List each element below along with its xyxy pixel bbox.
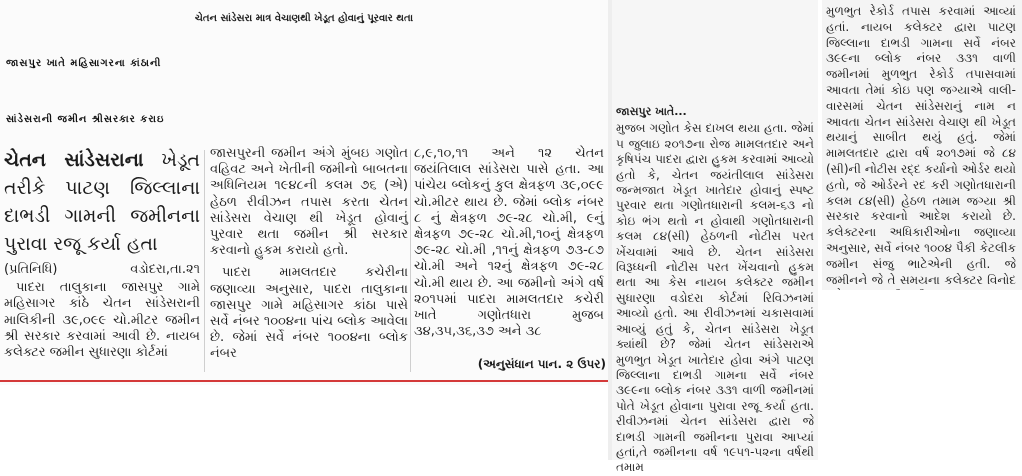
column-3-text: ૮,૯,૧૦,૧૧ અને ૧૨ ચેતન જયંતિલાલ સાંડેસરા પાસે હતા. આ પાંચેય બ્લોકનું કુલ ક્ષેત્રફળ ૩૯,૦૯૯ ચો.મીટર થાય છે. જેમાં બ્લોક નંબર ૮ નું ક્ષેત્રફળ ૭૯-૨૮ ચો.મી, ૯નું ક્ષેત્રફળ ૭૯-૨૮ ચો.મી,૧૦નું ક્ષેત્રફળ ૭૯-૨૮ ચો.મી ,૧૧નું ક્ષેત્રફળ ૭૩-૮૭ ચો.મી અને ૧૨નું ક્ષેત્રફળ ૭૯-૨૮ ચો.મી થાય છે. આ જમીનો અંગે વર્ષ ૨૦૧૫માં પાદરા મામલતદાર કચેરી ખાતે ગણોતધારા મુજબ ૩૪,૩૫,૩૬,૩૭ અને ૩૮: [414, 146, 604, 340]
blank-area: [0, 385, 608, 460]
continued-tag: જાસપુર ખાતે...: [616, 105, 687, 118]
right-article-clipping: [822, 0, 1022, 290]
dateline-row: [4, 262, 200, 278]
lead-name: ચેતન સાંડેસરાના: [4, 149, 144, 171]
headline-line-1: જાસપુર ખાતે મહિસાગરના કાંઠાની: [6, 58, 162, 69]
column-1-text: પાદરા તાલુકાના જાસપુર ગામે મહિસાગર કાંઠે ચેતન સાંડેસરાની માલિકીની ૩૯,૦૯૯ ચો.મીટર જમીન શ્રી સરકાર કરવામાં આવી છે. નાયબ કલેક્ટર જમીન સુધારણા કોર્ટમાં: [4, 280, 200, 361]
red-divider-rule: [0, 380, 608, 382]
article-column-1: [4, 146, 200, 361]
byline: (પ્રતિનિધિ): [4, 262, 58, 277]
column-divider: [410, 150, 411, 372]
column-divider: [204, 150, 205, 372]
column-2-paragraph-2: પાદરા મામલતદાર કચેરીના જણાવ્યા અનુસાર, પાદરા તાલુકાના જાસપુર ગામે મહિસાગર કાંઠા પાસે સર્વે નંબર ૧૦૦૪ના પાંચ બ્લોક આવેલા છે. જેમાં સર્વે નંબર ૧૦૦૪ના બ્લોક નંબર: [210, 265, 408, 362]
article-column-2: [210, 146, 408, 363]
column-2-paragraph-1: જાસપુરની જમીન અંગે મુંબઇ ગણોત વહિવટ અને ખેતીની જમીનો બાબતના અધિનિયમ ૧૯૪૮ની કલમ ૭૬ (એ) હેઠળ રીવીઝન તપાસ કરતા ચેતન સાંડેસરા વેચાણ થી ખેડૂત હોવાનું પુરવાર થતા જમીન શ્રી સરકાર કરવાનો હુકમ કરાયો હતો.: [210, 146, 408, 259]
dateline: વડોદરા,તા.૨૧: [130, 262, 200, 277]
continuation-note: (અનુસંધાન પાન. ૨ ઉપર): [477, 357, 606, 371]
continued-article-clipping: [612, 0, 818, 475]
continued-column: [616, 104, 814, 476]
right-column-text: મુળભુત રેકોર્ડ તપાસ કરવામાં આવ્યાં હતાં. નાયબ કલેક્ટર દ્વારા પાટણ જિલ્લાના દાભડી ગામના સર્વે નંબર ૩૯૯ના બ્લોક નંબર ૩૩૧ વાળી જમીનમાં મુળભુત રેકોર્ડ તપાસવામાં આવતા તેમાં કોઇ પણ જગ્યાએ વાલી-વારસમાં ચેતન સાંડેસરાનું નામ ન આવતા ચેતન સાંડેસરા વેચાણ થી ખેડૂત થયાનું સાબીત થયું હતું. જેમાં મામલતદાર દ્વારા વર્ષ ૨૦૧૭માં જે ૮૪ (સી)ની નોટીસ રદ્દ કર્યાનો ઓર્ડર થયો હતો, જે ઓર્ડરને રદ કરી ગણોતધારાની કલમ ૮૪(સી) હેઠળ તમામ જગ્યા શ્રી સરકાર કરવાનો આદેશ કરાયો છે. કલેક્ટરના અધિકારીઓના જણાવ્યા અનુસાર, સર્વે નંબર ૧૦૦૪ પૈકી કેટલીક જમીન સંજુ ભાટેએની હતી. જે જમીનને જે તે સમયના કલેક્ટર વિનોદ: [826, 4, 1016, 287]
lead-paragraph: [4, 146, 200, 258]
article-subheadline: ચેતન સાંડેસરા માત્ર વેચાણથી ખેડૂત હોવાનું પૂરવાર થતા: [194, 13, 414, 24]
blank-area: [822, 290, 1022, 460]
lead-text: ખેડૂત તરીકે પાટણ જિલ્લાના દાભડી ગામની જમીનના પુરાવા રજૂ કર્યા હતા: [4, 149, 200, 255]
article-column-3: [414, 146, 604, 340]
headline-line-2: સાંડેસરાની જમીન શ્રીસરકાર કરાઇ: [6, 114, 165, 125]
continued-text: મુજબ ગણોત કેસ દાખલ થયા હતા. જેમાં ૫ જુલાઇ ૨૦૧૭ના રોજ મામલતદાર અને કૃષિપંચ પાદરા દ્વારા હુકમ કરવામાં આવ્યો હતો કે, ચેતન જયંતીલાલ સાંડેસરા જન્મજાત ખેડૂત ખાતેદાર હોવાનું સ્પષ્ટ પુરવાર થતા ગણોતધારાની કલમ-૬૩ નો કોઇ ભંગ થતો ન હોવાથી ગણોતધારાની કલમ ૮૪(સી) હેઠળની નોટીસ પરત ખેંચવામાં આવે છે. ચેતન સાંડેસરા વિરૂધ્ધની નોટીસ પરત ખેંચવાનો હુકમ થતા આ કેસ નાયબ કલેક્ટર જમીન સુધારણા વડોદરા કોર્ટમાં રિવિઝનમાં આવ્યો હતો. આ રીવીઝનમાં ચકાસવામાં આવ્યું હતું કે, ચેતન સાંડેસરા ખેડૂત ક્યાંથી છે? જેમાં ચેતન સાંડેસરાએ મુળભુત ખેડૂત ખાતેદાર હોવા અંગે પાટણ જિલ્લાના દાભડી ગામના સર્વે નંબર ૩૯૯ના બ્લોક નંબર ૩૩૧ વાળી જમીનમાં પોતે ખેડૂત હોવાના પુરાવા રજૂ કર્યા હતા. રીવીઝનમાં ચેતન સાંડેસરા દ્વારા જે દાભડી ગામની જમીનના પુરાવા આપ્યાં હતાં,તે જમીનના વર્ષ ૧૯૫૧-૫૨ના વર્ષથી તમામ: [616, 121, 814, 475]
